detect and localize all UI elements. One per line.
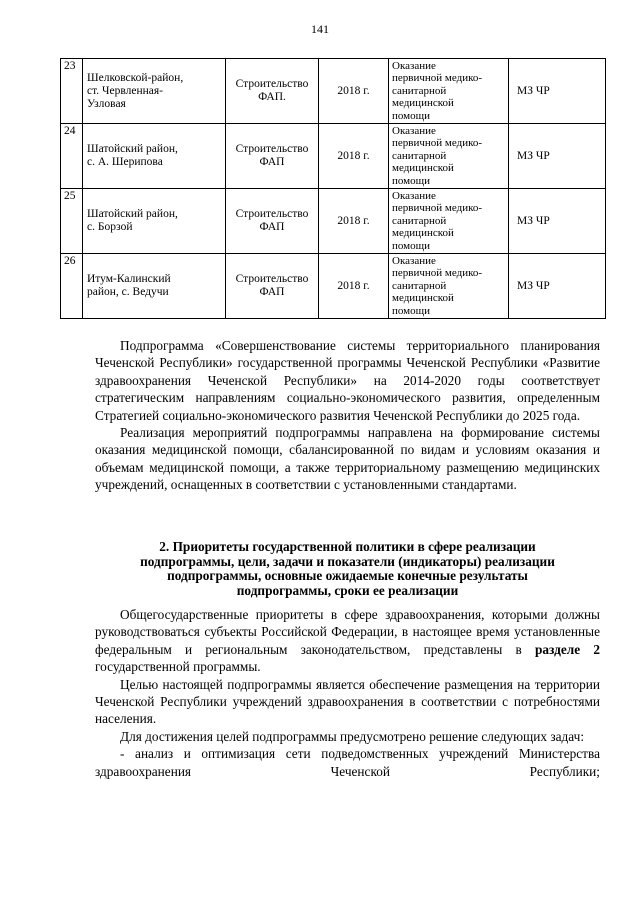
row-number-cell: 26 <box>61 254 83 319</box>
organization-cell: МЗ ЧР <box>509 124 606 189</box>
service-cell-line: первичной медико- <box>392 267 483 280</box>
service-cell-line: Оказание <box>392 124 436 137</box>
section-text <box>95 606 600 780</box>
service-cell-line: Оказание <box>392 59 436 72</box>
row-number-cell: 25 <box>61 189 83 254</box>
location-cell <box>83 254 226 319</box>
service-cell-line: помощи <box>392 109 430 122</box>
intro-text <box>95 337 600 494</box>
service-cell-line: медицинской <box>392 162 454 175</box>
row-number-cell: 23 <box>61 59 83 124</box>
section-paragraph-2: Целью настоящей подпрограммы является обеспечение размещения на территории Чеченской Республики учреждений здравоохранения в соответствии с потребностями населения. <box>95 676 600 727</box>
service-cell-line: санитарной <box>392 279 447 292</box>
location-cell-line: Узловая <box>87 97 126 110</box>
fap-construction-table <box>60 58 606 319</box>
year-cell: 2018 г. <box>319 124 389 189</box>
section-reference: разделе 2 <box>535 641 600 657</box>
location-cell <box>83 124 226 189</box>
table-body <box>61 59 606 319</box>
section-heading-line: подпрограммы, сроки ее реализации <box>236 582 459 598</box>
row-number-cell: 24 <box>61 124 83 189</box>
work-type-cell-line: ФАП <box>259 286 285 298</box>
work-type-cell <box>226 59 319 124</box>
section-heading-line: подпрограммы, основные ожидаемые конечные результаты <box>167 568 528 584</box>
work-type-cell-line: Строительство <box>235 143 309 155</box>
section-heading-line: 2. Приоритеты государственной политики в сфере реализации <box>159 539 536 554</box>
organization-cell: МЗ ЧР <box>509 59 606 124</box>
service-cell-line: Оказание <box>392 254 436 267</box>
table-row <box>61 189 606 254</box>
service-cell-line: первичной медико- <box>392 72 483 85</box>
location-cell-line: Итум-Калинский <box>87 273 171 285</box>
section-paragraph-3: Для достижения целей подпрограммы предусмотрено решение следующих задач: <box>120 728 585 744</box>
location-cell-line: район, с. Ведучи <box>87 286 169 298</box>
service-cell-line: помощи <box>392 304 430 317</box>
service-cell-line: медицинской <box>392 292 454 305</box>
service-cell-line: медицинской <box>392 97 454 110</box>
organization-cell: МЗ ЧР <box>509 254 606 319</box>
service-cell-line: помощи <box>392 239 430 252</box>
service-cell-line: санитарной <box>392 84 447 97</box>
work-type-cell-line: ФАП <box>259 221 285 233</box>
service-cell <box>389 124 509 189</box>
section-paragraph-1 <box>95 606 600 676</box>
location-cell-line: ст. Червленная- <box>87 84 163 97</box>
service-cell <box>389 59 509 124</box>
page-number: 141 <box>311 22 329 36</box>
location-cell-line: с. А. Шерипова <box>87 156 163 168</box>
service-cell-line: санитарной <box>392 149 447 162</box>
section-paragraph-1-text: Общегосударственные приоритеты в сфере здравоохранения, которыми должны руководствоваться субъекты Российской Федерации, в настоящее время установленные федеральным и региональным законодательством, представлены в <box>95 607 600 657</box>
section-heading-line: подпрограммы, цели, задачи и показатели (индикаторы) реализации <box>140 553 555 569</box>
year-cell: 2018 г. <box>319 189 389 254</box>
location-cell-line: с. Борзой <box>87 221 133 233</box>
service-cell-line: санитарной <box>392 214 447 227</box>
intro-paragraph-2: Реализация мероприятий подпрограммы направлена на формирование системы оказания медицинской помощи, сбалансированной по видам и условиям оказания и объемам медицинской помощи, а также территориальному размещению медицинских учреждений, оснащенных в соответствии с установленными стандартами. <box>95 425 600 493</box>
location-cell-line: Шатойский район, <box>87 208 178 220</box>
service-cell-line: Оказание <box>392 189 436 202</box>
work-type-cell-line: Строительство <box>235 273 309 285</box>
location-cell <box>83 189 226 254</box>
location-cell <box>83 59 226 124</box>
year-cell: 2018 г. <box>319 254 389 319</box>
intro-paragraph-1: Подпрограмма «Совершенствование системы территориального планирования Чеченской Республики» государственной программы Чеченской Республики «Развитие здравоохранения Чеченской Республики» на 2014-2020 годы соответствует стратегическим направлениям социально-экономического развития, определенным Стратегией социально-экономического развития Чеченской Республики до 2025 года. <box>95 338 600 423</box>
work-type-cell-line: ФАП <box>259 156 285 168</box>
work-type-cell <box>226 189 319 254</box>
location-cell-line: Шатойский район, <box>87 143 178 155</box>
location-cell-line: Шелковской-район, <box>87 71 184 84</box>
organization-cell: МЗ ЧР <box>509 189 606 254</box>
task-item: - анализ и оптимизация сети подведомственных учреждений Министерства здравоохранения Чеченской Республики; <box>95 746 600 779</box>
service-cell <box>389 189 509 254</box>
section-heading <box>95 540 600 598</box>
work-type-cell-line: Строительство <box>235 78 309 90</box>
service-cell-line: первичной медико- <box>392 137 483 150</box>
service-cell-line: первичной медико- <box>392 202 483 215</box>
service-cell <box>389 254 509 319</box>
work-type-cell-line: Строительство <box>235 208 309 220</box>
table-row <box>61 59 606 124</box>
table-row <box>61 124 606 189</box>
service-cell-line: помощи <box>392 174 430 187</box>
section-paragraph-1-end: государственной программы. <box>95 659 261 675</box>
service-cell-line: медицинской <box>392 227 454 240</box>
table-row <box>61 254 606 319</box>
work-type-cell <box>226 124 319 189</box>
work-type-cell-line: ФАП. <box>258 91 286 103</box>
work-type-cell <box>226 254 319 319</box>
year-cell: 2018 г. <box>319 59 389 124</box>
